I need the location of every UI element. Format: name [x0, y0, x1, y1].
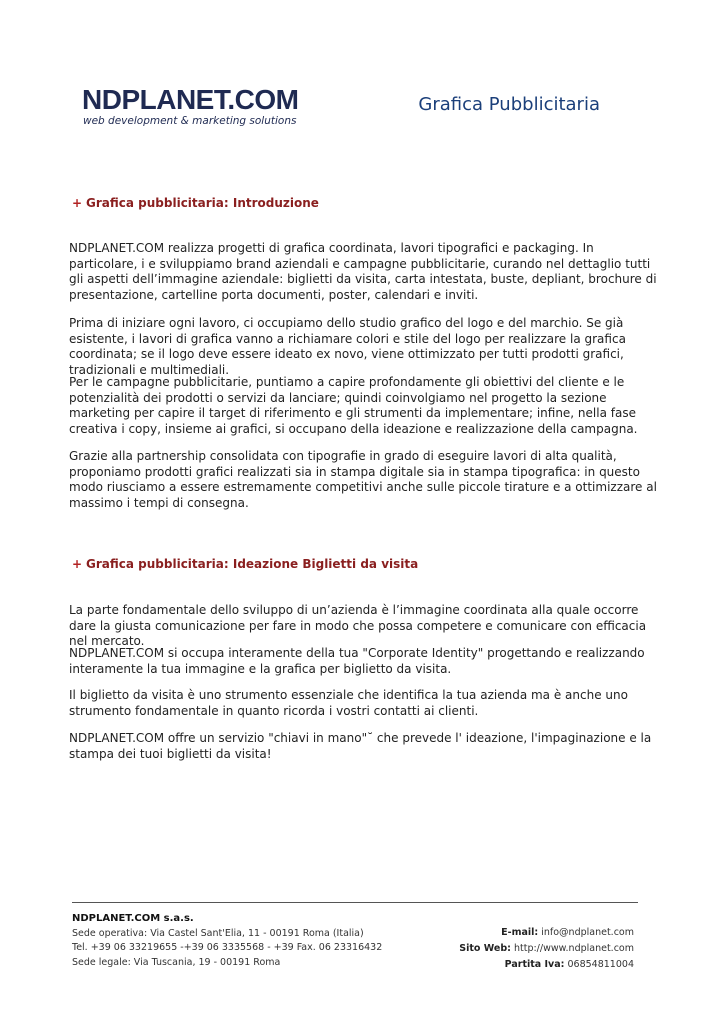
footer-website: [374, 941, 634, 957]
footer-divider: [72, 902, 638, 903]
footer-web-value[interactable]: http://www.ndplanet.com: [513, 943, 634, 954]
footer-address: [72, 912, 392, 970]
page-title: Grafica Pubblicitaria: [418, 94, 600, 115]
section-heading-biglietti: [72, 556, 418, 572]
paragraph: NDPLANET.COM realizza progetti di grafica coordinata, lavori tipografici e packaging. In particolare, i e sviluppiamo brand aziendali e campagne pubblicitarie, curando nel dettaglio tutti gli aspetti dell’immagine aziendale: biglietti da visita, carta intestata, buste, depliant, brochure di presentazione, cartelline porta documenti, poster, calendari e inviti.: [69, 241, 657, 302]
section-heading-text: Grafica pubblicitaria: Introduzione: [86, 196, 319, 210]
footer-piva-label: Partita Iva:: [504, 959, 565, 970]
paragraph: Il biglietto da visita è uno strumento essenziale che identifica la tua azienda ma è anche uno strumento fondamentale in quanto ricorda i vostri contatti ai clienti.: [69, 688, 628, 718]
paragraph: La parte fondamentale dello sviluppo di un’azienda è l’immagine coordinata alla quale occorre dare la giusta comunicazione per fare in modo che possa competere e comunicare con efficacia nel mercato.: [69, 603, 647, 648]
paragraph: Per le campagne pubblicitarie, puntiamo a capire profondamente gli obiettivi del cliente e le potenzialità dei prodotti o servizi da lanciare; quindi coinvolgiamo nel progetto la sezione marketing per capire il target di riferimento e gli strumenti da implementare; infine, nella fase creativa i copy, insieme ai grafici, si occupano della ideazione e realizzazione della campagna.: [69, 375, 638, 436]
footer-email-value[interactable]: info@ndplanet.com: [541, 927, 634, 938]
footer-email-label: E-mail:: [501, 927, 539, 938]
logo-text: NDPLANET.COM: [82, 84, 299, 115]
footer-web-label: Sito Web:: [459, 943, 511, 954]
paragraph: Prima di iniziare ogni lavoro, ci occupiamo dello studio grafico del logo e del marchio. Se già esistente, i lavori di grafica vanno a richiamare colori e stile del logo per realizzare la grafica coordinata; se il logo deve essere ideato ex novo, viene ottimizzato per tutti prodotti grafici, tradizionali e multimediali.: [69, 316, 626, 377]
footer-contacts: [374, 925, 634, 973]
footer-company: NDPLANET.COM s.a.s.: [72, 913, 194, 924]
company-logo: [82, 86, 342, 132]
footer-piva: [374, 957, 634, 973]
section-heading-text: Grafica pubblicitaria: Ideazione Biglietti da visita: [86, 557, 419, 571]
footer-telefono: Tel. +39 06 33219655 -+39 06 3335568 - +39 Fax. 06 23316432: [72, 942, 383, 953]
paragraph: NDPLANET.COM offre un servizio "chiavi in mano"˘ che prevede l' ideazione, l'impaginazione e la stampa dei tuoi biglietti da visita!: [69, 731, 652, 761]
plus-bullet-icon: +: [72, 557, 83, 571]
paragraph: NDPLANET.COM si occupa interamente della tua "Corporate Identity" progettando e realizzando interamente la tua immagine e la grafica per biglietto da visita.: [69, 646, 645, 676]
logo-tagline: web development & marketing solutions: [83, 115, 297, 127]
section-heading-introduzione: [72, 195, 319, 211]
footer-email: [374, 925, 634, 941]
paragraph: Grazie alla partnership consolidata con tipografie in grado di eseguire lavori di alta qualità, proponiamo prodotti grafici realizzati sia in stampa digitale sia in stampa tipografica: in questo modo riusciamo a essere estremamente competitivi anche sulle piccole tirature e a ottimizzare al massimo i tempi di consegna.: [69, 449, 657, 510]
footer-sede-legale: Sede legale: Via Tuscania, 19 - 00191 Roma: [72, 956, 281, 968]
footer-sede-operativa: Sede operativa: Via Castel Sant'Elia, 11 - 00191 Roma (Italia): [72, 927, 364, 939]
footer-piva-value: 06854811004: [567, 959, 634, 970]
plus-bullet-icon: +: [72, 196, 83, 210]
